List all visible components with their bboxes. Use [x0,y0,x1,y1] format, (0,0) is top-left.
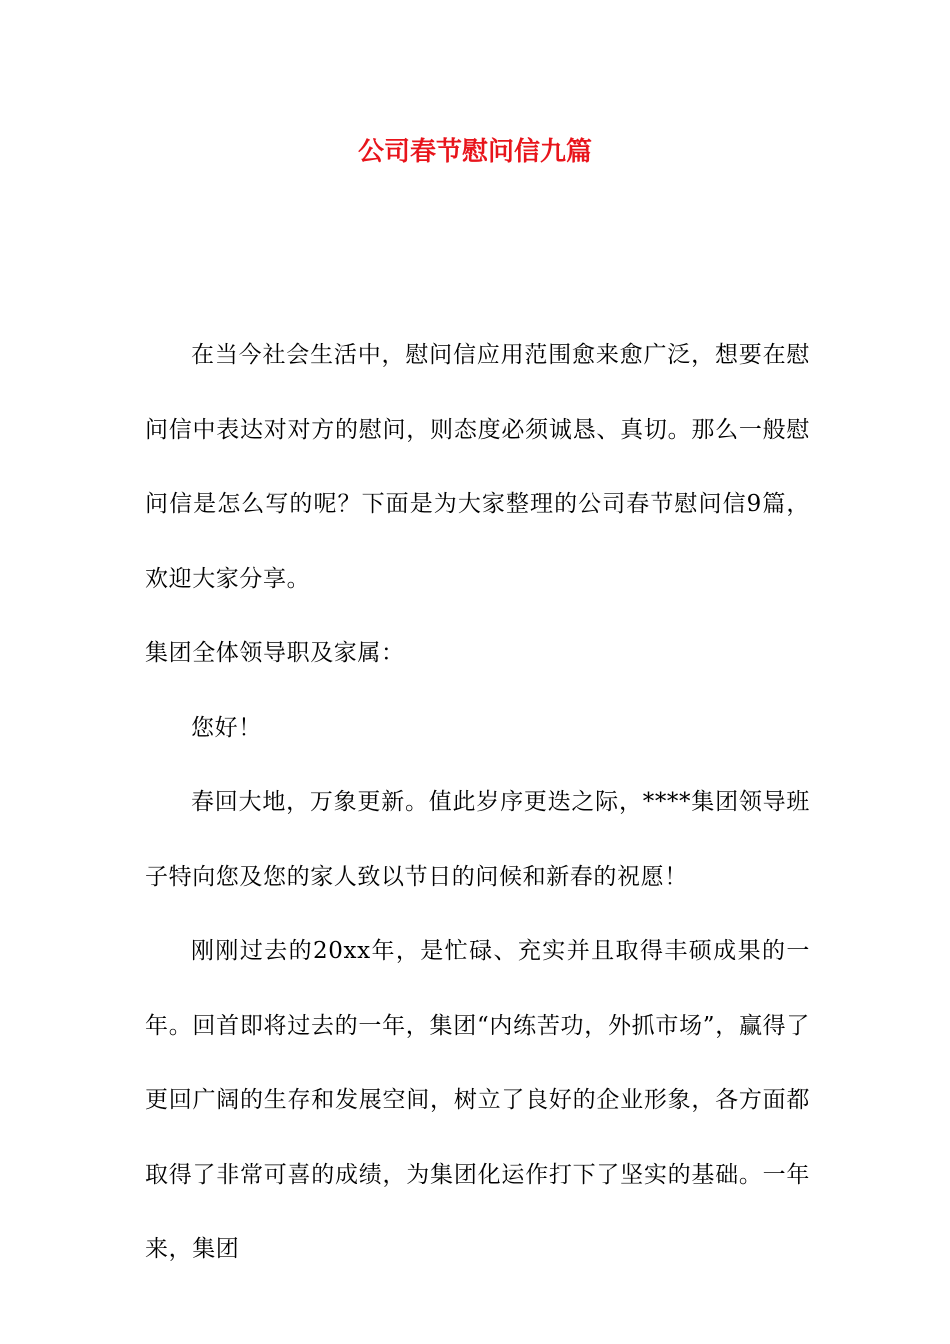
intro-paragraph: 在当今社会生活中，慰问信应用范围愈来愈广泛，想要在慰问信中表达对对方的慰问，则态度必须诚恳、真切。那么一般慰问信是怎么写的呢？下面是为大家整理的公司春节慰问信9篇，欢迎大家分享。 [145,342,810,592]
document-body [145,318,810,1287]
body-paragraph: 刚刚过去的20xx年，是忙碌、充实并且取得丰硕成果的一年。回首即将过去的一年，集团“内练苦功，外抓市场”，赢得了更回广阔的生存和发展空间，树立了良好的企业形象，各方面都取得了非常可喜的成绩，为集团化运作打下了坚实的基础。一年来，集团 [145,938,810,1262]
body-paragraph: 春回大地，万象更新。值此岁序更迭之际，****集团领导班子特向您及您的家人致以节日的问候和新春的祝愿！ [145,789,810,890]
greeting: 您好！ [191,714,262,741]
document-title: 公司春节慰问信九篇 [357,137,592,167]
salutation: 集团全体领导职及家属： [145,640,405,666]
